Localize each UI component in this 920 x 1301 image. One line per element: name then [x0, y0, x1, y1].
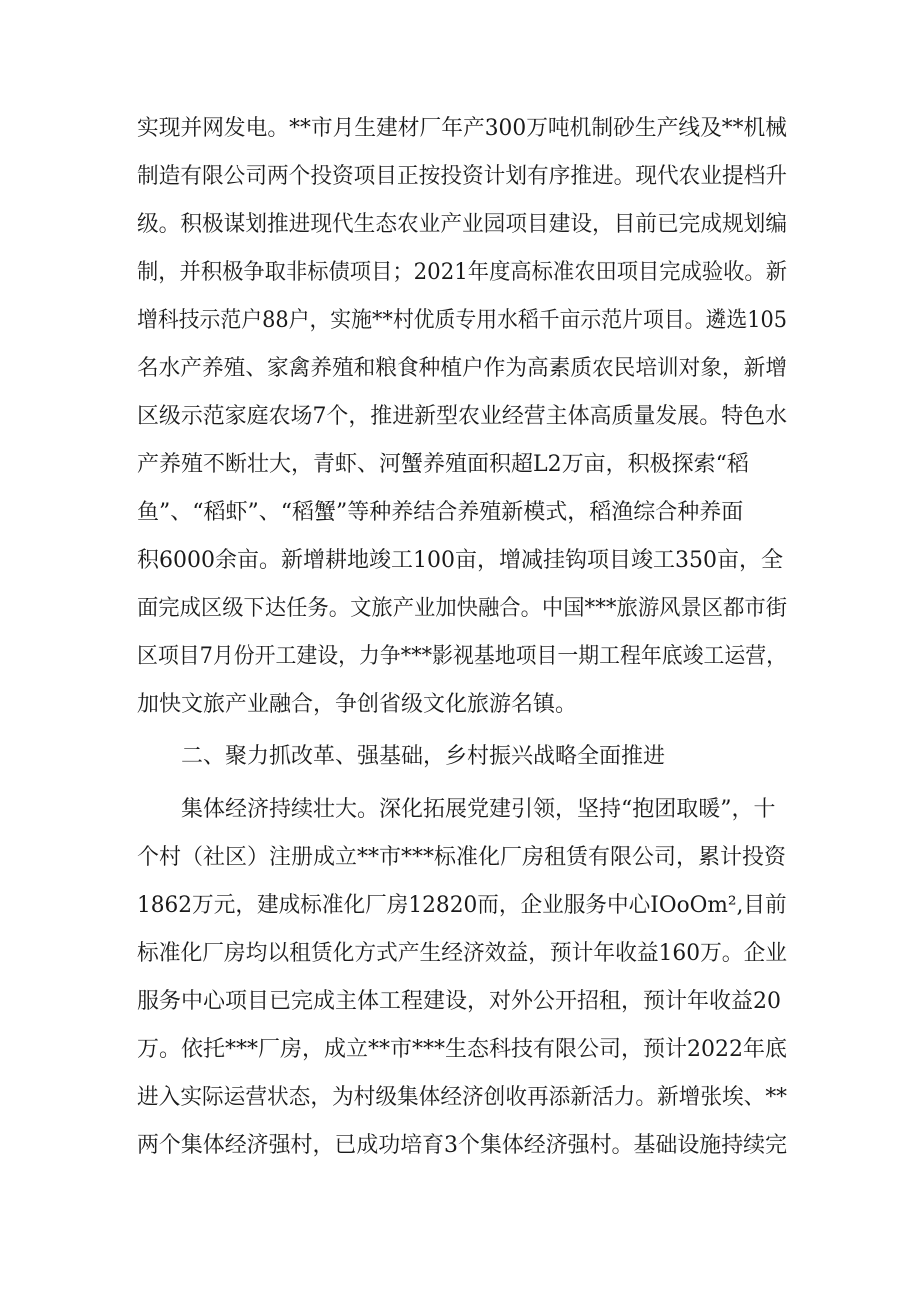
- paragraph-line: 加快文旅产业融合，争创省级文化旅游名镇。: [137, 692, 578, 717]
- paragraph-line: 积6000余亩。新增耕地竣工100亩，增减挂钩项目竣工350亩，全: [137, 548, 783, 573]
- paragraph-line: 实现并网发电。**市月生建材厂年产300万吨机制砂生产线及**机械: [137, 116, 787, 141]
- paragraph-line: 万。依托***厂房，成立**市***生态科技有限公司，预计2022年底: [137, 1037, 787, 1062]
- paragraph-line: 标准化厂房均以租赁化方式产生经济效益，预计年收益160万。企业: [137, 941, 787, 966]
- paragraph-line: 区项目7月份开工建设，力争***影视基地项目一期工程年底竣工运营，: [137, 644, 787, 669]
- paragraph-line: 进入实际运营状态，为村级集体经济创收再添新活力。新增张埃、**: [137, 1085, 788, 1110]
- paragraph-line: 区级示范家庭农场7个，推进新型农业经营主体高质量发展。特色水: [137, 404, 787, 429]
- paragraph-line: 制造有限公司两个投资项目正按投资计划有序推进。现代农业提档升: [137, 164, 788, 189]
- paragraph-line: 增科技示范户88户，实施**村优质专用水稻千亩示范片项目。遴选105: [137, 308, 787, 333]
- paragraph-line: 集体经济持续壮大。深化拓展党建引领，坚持“抱团取暖”，十: [181, 797, 776, 822]
- paragraph-line: 名水产养殖、家禽养殖和粮食种植户作为高素质农民培训对象，新增: [137, 356, 788, 381]
- paragraph-line: 面完成区级下达任务。文旅产业加快融合。中国***旅游风景区都市街: [137, 596, 788, 621]
- paragraph-line: 级。积极谋划推进现代生态农业产业园项目建设，目前已完成规划编: [137, 212, 788, 237]
- section-heading: 二、聚力抓改革、强基础，乡村振兴战略全面推进: [181, 744, 666, 769]
- paragraph-line: 制，并积极争取非标债项目；2021年度高标准农田项目完成验收。新: [137, 260, 787, 285]
- paragraph-line: 两个集体经济强村，已成功培育3个集体经济强村。基础设施持续完: [137, 1133, 787, 1158]
- paragraph-line: 鱼”、“稻虾”、“稻蟹”等种养结合养殖新模式，稻渔综合种养面: [137, 500, 744, 525]
- paragraph-line: 产养殖不断壮大，青虾、河蟹养殖面积超L2万亩，积极探索“稻: [137, 452, 749, 477]
- paragraph-line: 服务中心项目已完成主体工程建设，对外公开招租，预计年收益20: [137, 989, 781, 1014]
- paragraph-line: 个村（社区）注册成立**市***标准化厂房租赁有限公司，累计投资: [137, 845, 787, 870]
- paragraph-line: 1862万元，建成标准化厂房12820而，企业服务中心IOoOm²,目前: [137, 893, 787, 918]
